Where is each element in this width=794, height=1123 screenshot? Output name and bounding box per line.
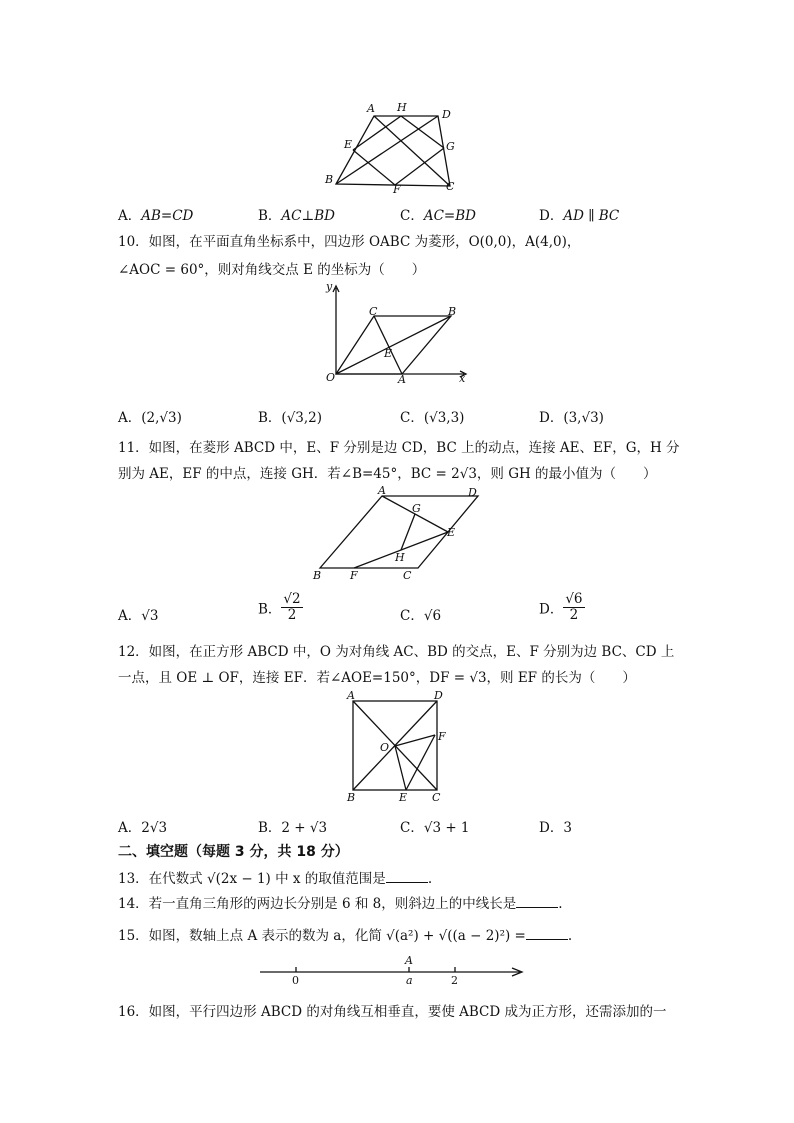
q12-label-a: A xyxy=(347,690,355,702)
q13-stem: 13．在代数式 √(2x − 1) 中 x 的取值范围是 . xyxy=(118,871,433,887)
q12-option-c[interactable]: C．√3 + 1 xyxy=(400,820,470,836)
q12-option-a[interactable]: A．2√3 xyxy=(118,820,168,836)
q11-label-f: F xyxy=(350,569,358,582)
q13-answer-blank[interactable] xyxy=(386,870,428,883)
q12-option-d[interactable]: D．3 xyxy=(539,820,572,836)
q15-number-line xyxy=(256,952,532,986)
q10-option-b[interactable]: B．(√3,2) xyxy=(258,410,323,426)
q10-option-c[interactable]: C．(√3,3) xyxy=(400,410,465,426)
q10-label-x: x xyxy=(459,372,466,385)
q9-trapezoid xyxy=(336,116,450,186)
q11-label-b: B xyxy=(313,569,322,582)
q9-label-e: E xyxy=(344,138,353,151)
q15-label-zero: 0 xyxy=(292,974,299,986)
q10-option-a[interactable]: A．(2,√3) xyxy=(118,410,182,426)
q9-label-b: B xyxy=(325,173,334,186)
q12-label-d: D xyxy=(434,690,443,702)
q11-option-b[interactable]: B． $\frac{√2}{2}$ xyxy=(258,591,301,623)
q11-option-a[interactable]: A．√3 xyxy=(118,608,159,624)
q10-label-a: A xyxy=(398,373,406,386)
q11-label-g: G xyxy=(412,502,421,515)
q9-label-c: C xyxy=(446,180,455,193)
q15-answer-blank[interactable] xyxy=(526,927,568,940)
q10-label-y: y xyxy=(326,282,333,293)
q9-label-f: F xyxy=(393,183,401,196)
q9-option-c[interactable]: C．AC=BD xyxy=(400,208,476,224)
q13-expression: √(2x − 1) xyxy=(206,871,271,887)
q12-label-b: B xyxy=(347,791,356,804)
q12-figure xyxy=(340,690,460,806)
q14-answer-blank[interactable] xyxy=(516,895,558,908)
q9-label-a: A xyxy=(367,102,375,115)
q11-option-d[interactable]: D． $\frac{√6}{2}$ xyxy=(539,591,583,623)
q12-label-c: C xyxy=(432,791,441,804)
q9-figure xyxy=(320,98,470,196)
q10-label-o: O xyxy=(326,371,336,384)
q10-stem-line1: 10．如图，在平面直角坐标系中，四边形 OABC 为菱形，O(0,0)，A(4,0)， xyxy=(118,234,581,250)
q10-label-c: C xyxy=(369,305,378,318)
q10-label-e: E xyxy=(384,347,393,360)
q10-option-d[interactable]: D．(3,√3) xyxy=(539,410,604,426)
q15-label-two: 2 xyxy=(451,974,458,986)
q11-label-c: C xyxy=(403,569,412,582)
q9-option-b[interactable]: B．AC⊥BD xyxy=(258,208,335,224)
q15-expression: √(a²) + √((a − 2)²) = xyxy=(386,928,526,944)
q11-figure xyxy=(308,486,488,584)
q14-stem: 14．若一直角三角形的两边长分别是 6 和 8，则斜边上的中线长是 . xyxy=(118,896,563,912)
q9-option-d[interactable]: D．AD ∥ BC xyxy=(539,208,620,224)
q9-label-g: G xyxy=(446,140,455,153)
q12-stem-line1: 12．如图，在正方形 ABCD 中，O 为对角线 AC、BD 的交点，E、F 分别为边 BC、CD 上 xyxy=(118,644,675,660)
q12-option-b[interactable]: B．2 + √3 xyxy=(258,820,328,836)
section-title-fill-in: 二、填空题（每题 3 分，共 18 分） xyxy=(118,844,349,860)
q11-option-c[interactable]: C．√6 xyxy=(400,608,442,624)
q15-label-point-a: A xyxy=(405,954,413,967)
q11-stem-line1: 11．如图，在菱形 ABCD 中，E、F 分别是边 CD，BC 上的动点，连接 AE、EF，G，H 分 xyxy=(118,440,680,456)
q10-figure xyxy=(322,282,472,386)
q11-stem-line2: 别为 AE，EF 的中点，连接 GH．若∠B=45°，BC = 2√3，则 GH 的最小值为（ ） xyxy=(118,466,657,482)
q9-label-d: D xyxy=(442,108,451,121)
q15-stem: 15．如图，数轴上点 A 表示的数为 a，化简 √(a²) + √((a − 2)²) = . xyxy=(118,928,573,944)
q10-label-b: B xyxy=(448,305,457,318)
q11-label-a: A xyxy=(378,486,386,497)
q11-label-h: H xyxy=(395,551,405,564)
q11-label-e: E xyxy=(447,526,456,539)
q12-label-o: O xyxy=(380,741,390,754)
q16-stem: 16．如图，平行四边形 ABCD 的对角线互相垂直，要使 ABCD 成为正方形，还需添加的一 xyxy=(118,1004,667,1020)
q12-stem-line2: 一点，且 OE ⊥ OF，连接 EF．若∠AOE=150°，DF = √3，则 EF 的长为（ ） xyxy=(118,670,636,686)
q9-label-h: H xyxy=(397,101,407,114)
q12-label-f: F xyxy=(438,730,446,743)
q15-label-a: a xyxy=(406,974,413,986)
q9-option-a[interactable]: A．AB=CD xyxy=(118,208,194,224)
q12-label-e: E xyxy=(399,791,408,804)
q10-stem-line2: ∠AOC = 60°，则对角线交点 E 的坐标为（ ） xyxy=(118,262,426,278)
q11-label-d: D xyxy=(468,486,477,499)
